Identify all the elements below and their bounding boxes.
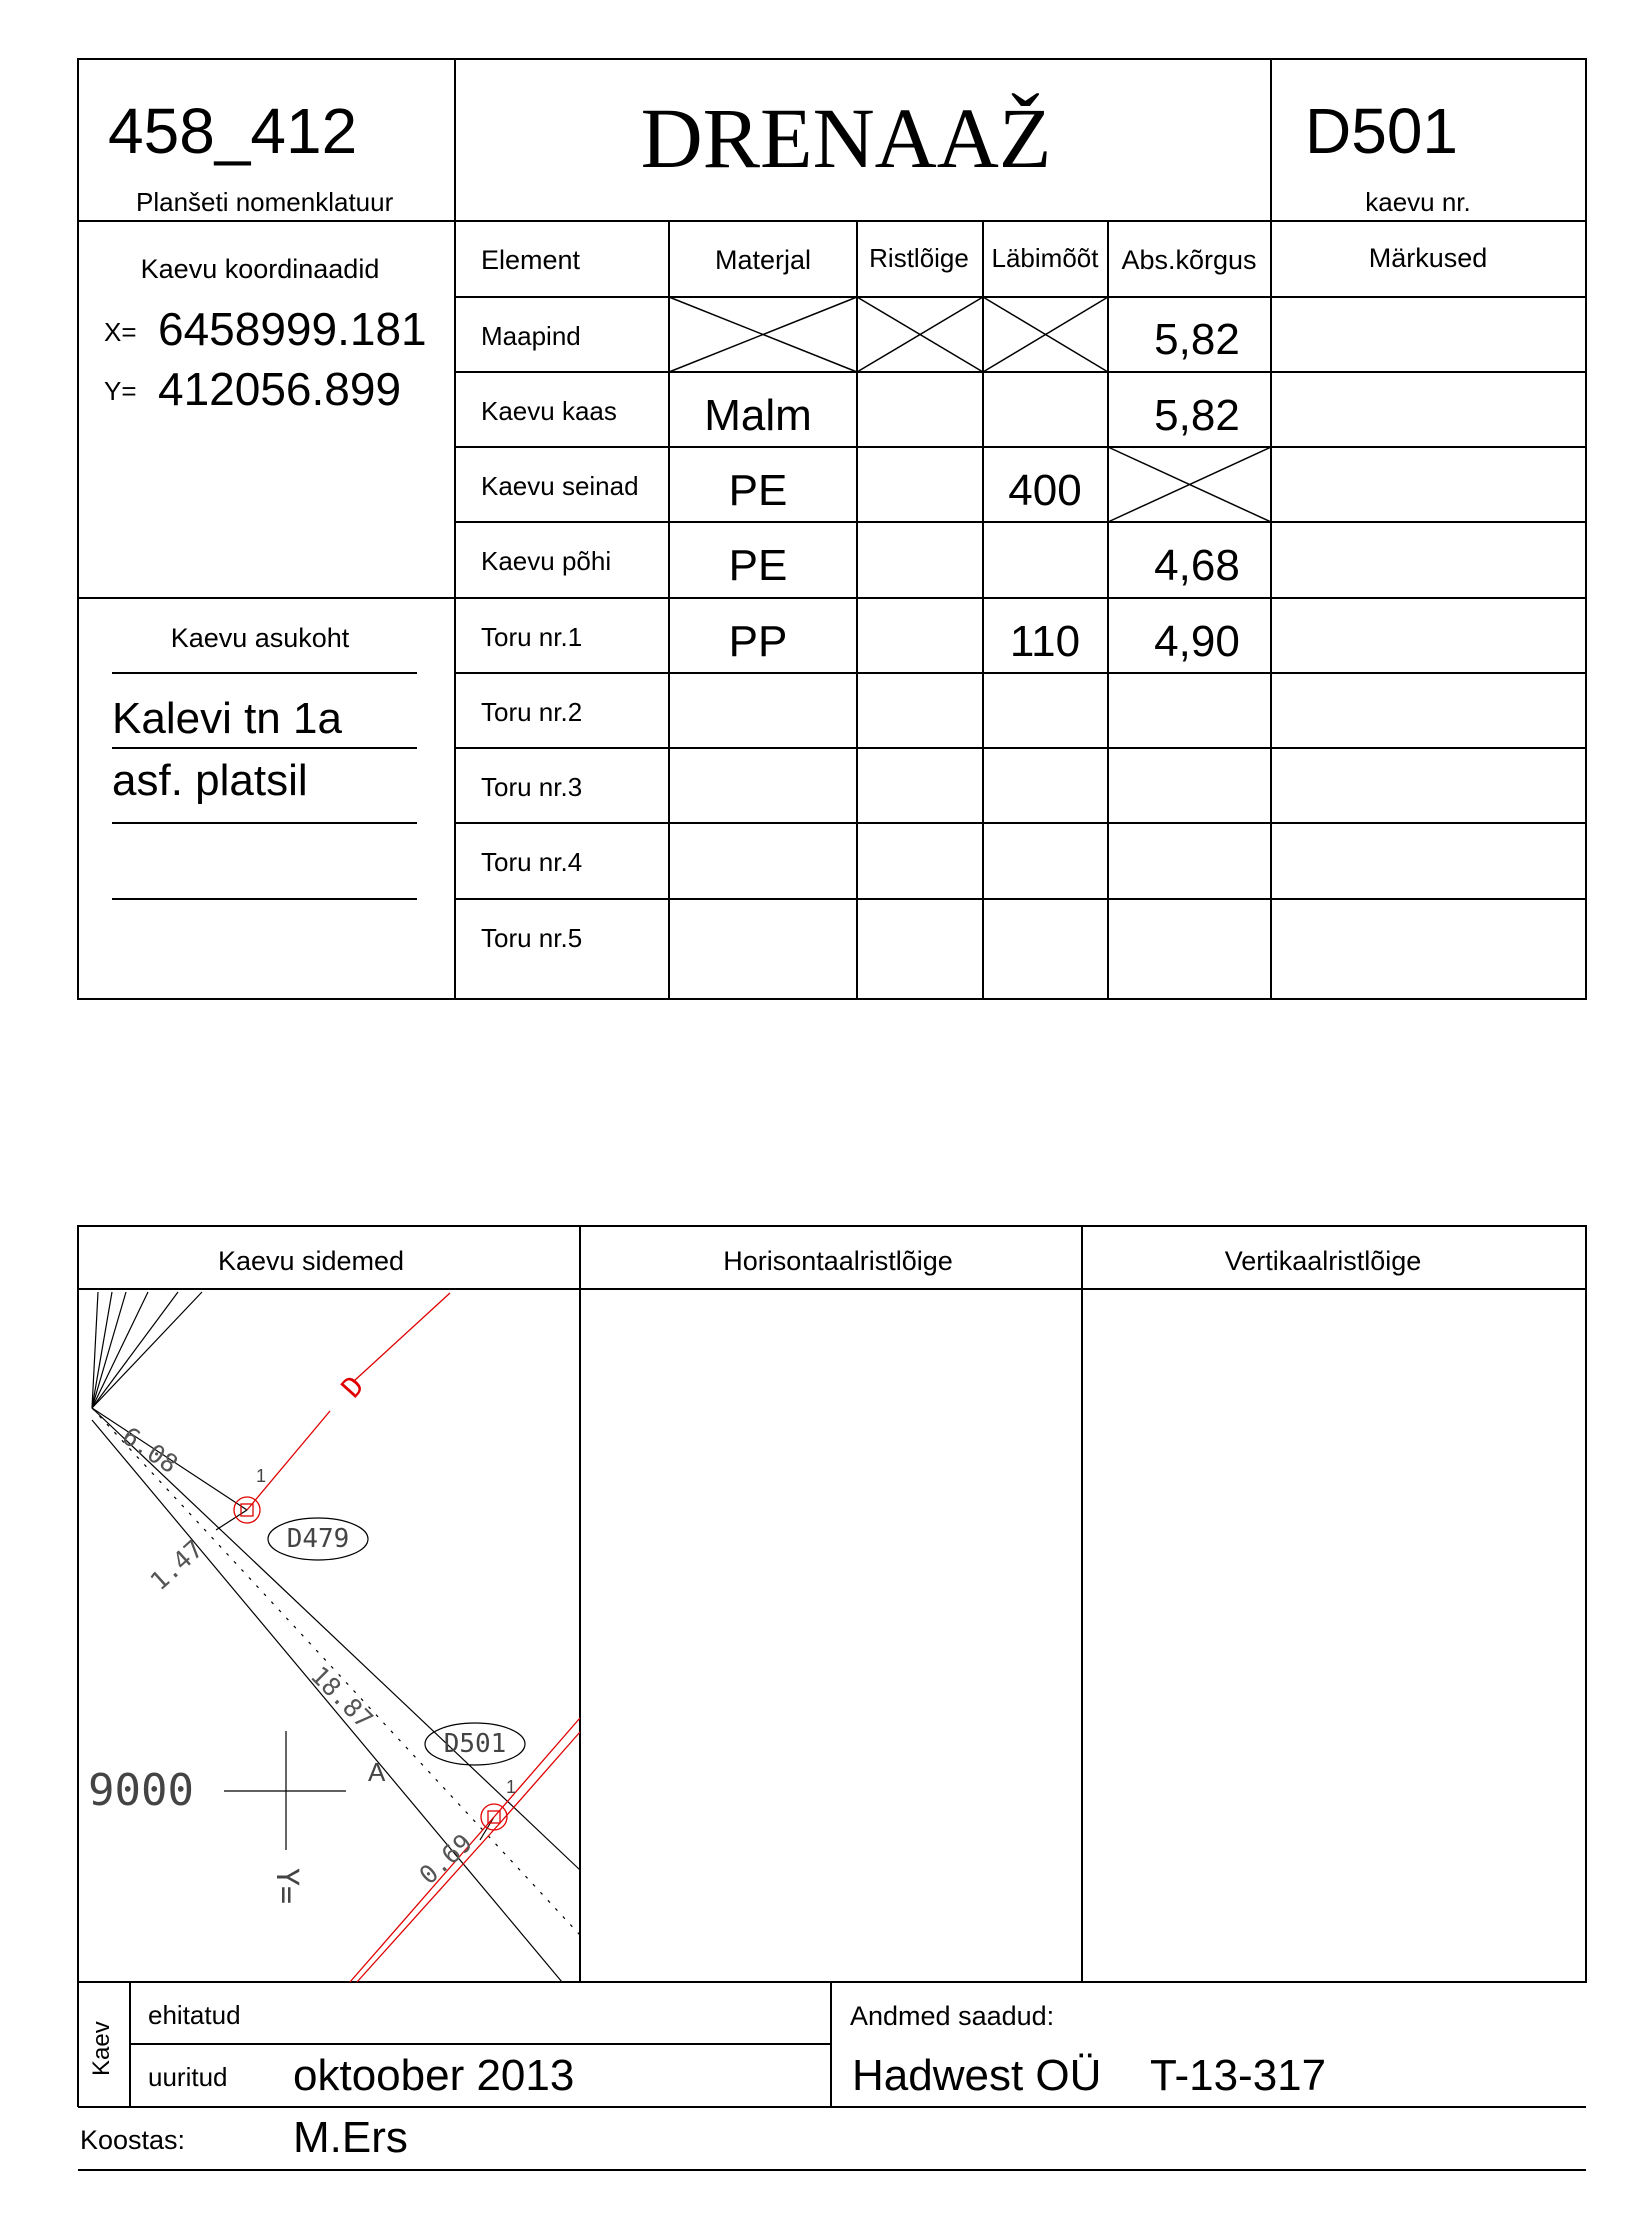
- sketch-distance-label: 1.47: [144, 1534, 209, 1597]
- author-value: M.Ers: [293, 2113, 408, 2162]
- sketch-grid-value: 9000: [88, 1765, 194, 1816]
- table-row-element: Toru nr.3: [481, 772, 583, 802]
- section-horizontal-label: Horisontaalristlõige: [723, 1246, 953, 1276]
- table-row-element: Kaevu põhi: [481, 546, 612, 576]
- table-row-element: Toru nr.4: [481, 847, 583, 877]
- header-elevation: Abs.kõrgus: [1121, 245, 1257, 275]
- built-label: ehitatud: [148, 2000, 241, 2030]
- sketch-distance-label: 6.08: [116, 1421, 184, 1480]
- table-cell-elevation: 4,90: [1154, 617, 1240, 666]
- sketch-node-label: 1: [256, 1466, 267, 1486]
- data-source-code: T-13-317: [1150, 2051, 1327, 2100]
- table-cell-elevation: 4,68: [1154, 541, 1240, 590]
- table-cell-elevation: 5,82: [1154, 391, 1240, 440]
- y-coordinate-value: 412056.899: [158, 363, 402, 415]
- x-coordinate-label: X=: [104, 317, 137, 347]
- sketch-node-label: 1: [506, 1777, 517, 1797]
- table-row-element: Maapind: [481, 321, 581, 351]
- data-source-label: Andmed saadud:: [850, 2001, 1055, 2031]
- sheet-number: 458_412: [108, 95, 358, 167]
- sketch-letter: A: [368, 1757, 386, 1787]
- situation-sketch: [92, 1292, 580, 1982]
- sketch-distance-label: 18.87: [304, 1660, 379, 1735]
- sheet-number-label: Planšeti nomenklatuur: [136, 187, 394, 217]
- surveyed-value: oktoober 2013: [293, 2051, 575, 2100]
- well-number-label: kaevu nr.: [1365, 187, 1471, 217]
- sketch-grid-axis: Y=: [269, 1868, 304, 1905]
- data-source-company: Hadwest OÜ: [852, 2051, 1102, 2100]
- location-line-2: asf. platsil: [112, 756, 308, 805]
- table-cell-material: Malm: [704, 391, 812, 440]
- kaev-label: Kaev: [88, 2021, 115, 2076]
- table-row-element: Kaevu seinad: [481, 471, 639, 501]
- header-element: Element: [481, 245, 581, 275]
- sections-border: [78, 1226, 1586, 1982]
- header-material: Materjal: [714, 245, 812, 275]
- header-notes: Märkused: [1368, 243, 1488, 273]
- author-label: Koostas:: [80, 2125, 186, 2155]
- sketch-distance-label: 0.69: [413, 1828, 478, 1891]
- section-links-label: Kaevu sidemed: [217, 1246, 405, 1276]
- sketch-pipe-label: D: [334, 1369, 371, 1405]
- table-cell-diameter: 400: [1008, 466, 1082, 515]
- table-cell-material: PP: [728, 617, 788, 666]
- x-coordinate-value: 6458999.181: [158, 303, 427, 355]
- table-row-element: Kaevu kaas: [481, 396, 617, 426]
- table-row-element: Toru nr.5: [481, 923, 583, 953]
- table-row-element: Toru nr.2: [481, 697, 583, 727]
- surveyed-label: uuritud: [148, 2062, 228, 2092]
- location-label: Kaevu asukoht: [170, 623, 350, 653]
- table-cell-elevation: 5,82: [1154, 315, 1240, 364]
- document-title: DRENAAŽ: [640, 90, 1052, 186]
- table-row-element: Toru nr.1: [481, 622, 583, 652]
- well-number: D501: [1305, 95, 1458, 167]
- sketch-well-label: D479: [286, 1524, 350, 1554]
- sketch-well-label: D501: [443, 1729, 507, 1759]
- location-line-1: Kalevi tn 1a: [112, 694, 342, 743]
- table-cell-material: PE: [728, 541, 788, 590]
- table-cell-material: PE: [728, 466, 788, 515]
- table-cell-diameter: 110: [1009, 617, 1081, 666]
- header-cross-section: Ristlõige: [869, 243, 969, 273]
- section-vertical-label: Vertikaalristlõige: [1224, 1246, 1422, 1276]
- coordinates-label: Kaevu koordinaadid: [140, 254, 380, 284]
- header-diameter: Läbimõõt: [991, 243, 1099, 273]
- y-coordinate-label: Y=: [104, 376, 137, 406]
